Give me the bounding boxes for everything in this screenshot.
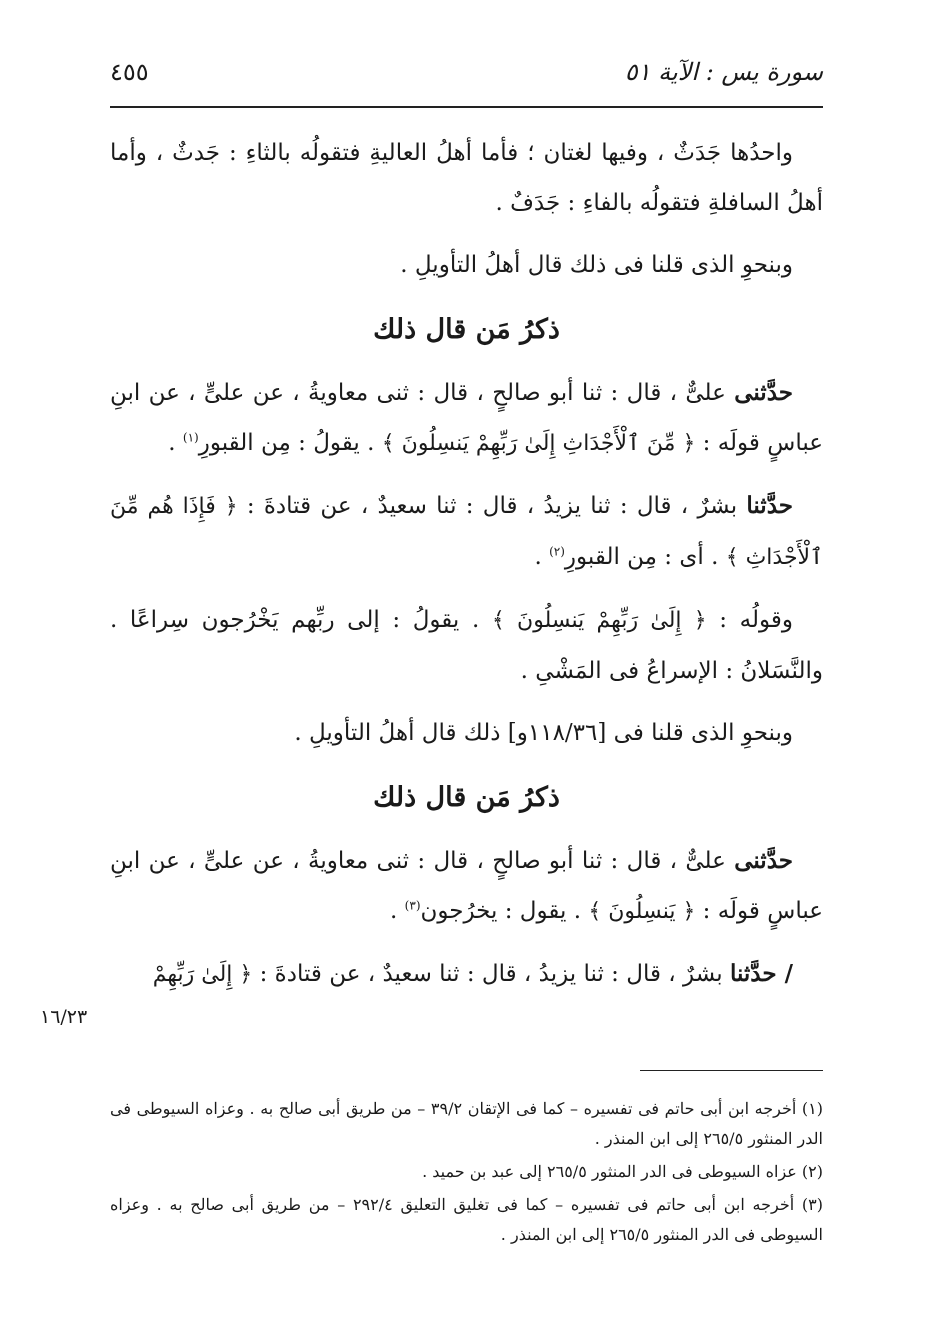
footnote-3: (٣) أخرجه ابن أبى حاتم فى تفسيره – كما فى تغليق التعليق ٢٩٢/٤ – من طريق أبى صالح به . وعزاه السيوطى فى الدر المنثور ٢٦٥/٥ إلى ابن المنذر . — [110, 1195, 823, 1244]
text-span: بشرٌ ، قال : ثنا يزيدُ ، قال : ثنا سعيدٌ ، عن قتادةَ : — [252, 961, 730, 987]
text-span: علىٌّ ، قال : ثنا أبو صالحٍ ، قال : ثنى معاويةُ ، عن علىٍّ ، عن ابنِ عباسٍ قولَه : — [110, 380, 823, 456]
text-span: . أى : مِن القبورِ — [564, 544, 726, 570]
isnad-lead: حدَّثنا — [729, 960, 777, 987]
footnote-2: (٢) عزاه السيوطى فى الدر المنثور ٢٦٥/٥ إلى عبد بن حميد . — [422, 1162, 823, 1181]
footnote-rule — [640, 1070, 823, 1071]
isnad-lead: حدَّثنى — [734, 847, 793, 874]
slash-mark: / — [776, 960, 793, 987]
footnote-ref-2[interactable]: (٢) — [549, 544, 565, 559]
text-span: وبنحوِ الذى قلنا فى — [606, 720, 793, 746]
text-span: . يقول : يخرُجون — [420, 898, 589, 924]
text-span: وقولُه : — [706, 607, 793, 633]
paragraph-3 — [110, 368, 823, 469]
quran-quote: ﴿ يَنسِلُونَ ﴾ — [588, 899, 696, 924]
text-span: . — [168, 430, 183, 456]
header-rule — [110, 106, 823, 108]
text-span: علىٌّ ، قال : ثنا أبو صالحٍ ، قال : ثنى معاويةُ ، عن علىٍّ ، عن ابنِ عباسٍ قولَه : — [110, 848, 823, 924]
paragraph-6 — [110, 708, 823, 758]
paragraph-8 — [110, 949, 823, 1000]
paragraph-5 — [110, 595, 823, 696]
footnotes — [110, 1094, 823, 1253]
quran-quote: ﴿ مِّنَ ٱلْأَجْدَاثِ إِلَىٰ رَبِّهِمْ يَنسِلُونَ ﴾ — [381, 431, 696, 456]
text-span: . يقولُ : إلى ربِّهم يَخْرُجون سِراعًا . والنَّسَلانُ : الإسراعُ فى المَشْىِ . — [110, 607, 823, 684]
footnote-ref-3[interactable]: (٣) — [404, 898, 421, 913]
text-span: . يقولُ : مِن القبورِ — [198, 430, 382, 456]
quran-quote: ﴿ إِلَىٰ رَبِّهِمْ — [152, 962, 253, 987]
section-heading-1: ذكرُ مَن قال ذلك — [373, 314, 560, 345]
paragraph-7 — [110, 836, 823, 937]
footnote-1: (١) أخرجه ابن أبى حاتم فى تفسيره – كما فى الإتقان ٣٩/٢ – من طريق أبى صالح به . وعزاه السيوطى فى الدر المنثور ٢٦٥/٥ إلى ابن المنذر . — [110, 1099, 824, 1148]
text-span: . — [390, 898, 405, 924]
header-title: سورة يس : الآية ٥١ — [624, 58, 823, 86]
paragraph-2: وبنحوِ الذى قلنا فى ذلك قال أهلُ التأويلِ . — [400, 252, 793, 278]
isnad-lead: حدَّثنا — [746, 492, 793, 519]
paragraph-1: واحدُها جَدَثٌ ، وفيها لغتان ؛ فأما أهلُ العاليةِ فتقولُه بالثاءِ : جَدثٌ ، وأما أهلُ السافلةِ فتقولُه بالفاءِ : جَدَفٌ . — [110, 140, 823, 216]
text-span: ذلك قال أهلُ التأويلِ . — [294, 720, 508, 746]
running-header — [110, 52, 823, 98]
quran-quote: ﴿ إِلَىٰ رَبِّهِمْ يَنسِلُونَ ﴾ — [491, 608, 707, 633]
quran-quote: ﴿ فَإِذَا هُم مِّنَ ٱلْأَجْدَاثِ ﴾ — [110, 494, 823, 570]
manuscript-mark: [١١٨/٣٦و] — [507, 720, 607, 746]
text-span: بشرٌ ، قال : ثنا يزيدُ ، قال : ثنا سعيدٌ ، عن قتادةَ : — [237, 493, 747, 519]
edition-page-mark: ١٦/٢٣ — [40, 1006, 88, 1028]
paragraph-4 — [110, 481, 823, 583]
main-text — [110, 128, 823, 1012]
isnad-lead: حدَّثنى — [734, 379, 793, 406]
footnote-ref-1[interactable]: (١) — [182, 430, 199, 445]
section-heading-2: ذكرُ مَن قال ذلك — [373, 782, 560, 813]
text-span: . — [534, 544, 550, 570]
page-number: ٤٥٥ — [110, 58, 149, 86]
